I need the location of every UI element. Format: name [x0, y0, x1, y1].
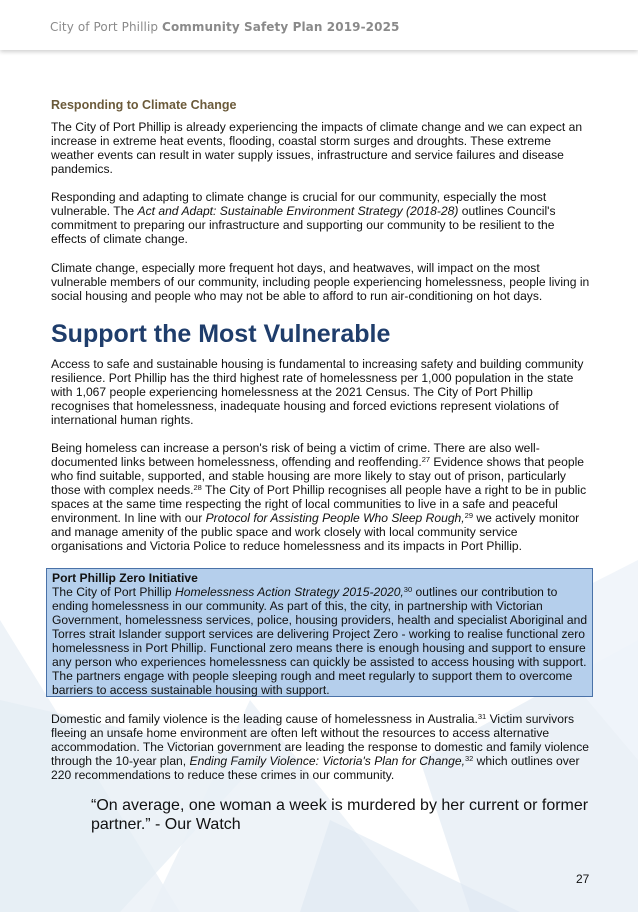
footnote-ref[interactable]: 29 — [464, 511, 473, 520]
climate-paragraph-1: The City of Port Phillip is already experiencing the impacts of climate change and we can expect an increase in extreme heat events, flooding, coastal storm surges and droughts. These extreme weather events can result in water supply issues, infrastructure and service failures and disease pandemics. — [51, 120, 583, 176]
header-title — [50, 20, 399, 34]
action-strategy-title: Homelessness Action Strategy 2015-2020, — [175, 585, 404, 599]
footnote-ref[interactable]: 27 — [421, 455, 431, 464]
page-header — [0, 0, 638, 50]
violence-paragraph: Domestic and family violence is the leading cause of homelessness in Australia.$^{31}$ Victim survivors fleeing an unsafe home environment are often left without the resources to access alternative accommodation. The Victorian government are leading the response to domestic and family violence through the 10-year plan, Ending Family Violence: Victoria's Plan for Change,$^{32}$ which outlines over 220 recommendations to reduce these crimes in our community. — [51, 712, 590, 782]
page-number: 27 — [576, 872, 590, 886]
vulnerable-paragraph-2: Being homeless can increase a person's risk of being a victim of crime. There are also well-documented links between homelessness, offending and reoffending.$^{27}$ Evidence shows that people who find suitable, supported, and stable housing are more likely to stay out of prison, particularly those with complex needs.$^{28}$ The City of Port Phillip recognises all people have a right to be in public spaces at the same time respecting the right of local communities to live in a safe and peaceful environment. In line with our Protocol for Assisting People Who Sleep Rough,$^{29}$ we actively monitor and manage amenity of the public space and work closely with local community service organisations and Victoria Police to reduce homelessness and its impacts in Port Phillip. — [51, 441, 587, 553]
pull-quote: “On average, one woman a week is murdered by her current or former partner.” - Our Watch — [91, 797, 589, 833]
header-doc-title: Community Safety Plan 2019-2025 — [162, 20, 400, 34]
footnote-ref[interactable]: 30 — [403, 585, 413, 594]
footnote-ref[interactable]: 32 — [464, 754, 474, 763]
protocol-title: Protocol for Assisting People Who Sleep Rough, — [205, 511, 465, 525]
callout-title: Port Phillip Zero Initiative — [52, 571, 198, 585]
plan-title: Ending Family Violence: Victoria's Plan for Change, — [189, 754, 465, 768]
footnote-ref[interactable]: 31 — [477, 712, 487, 721]
section-heading-climate: Responding to Climate Change — [51, 98, 237, 112]
climate-paragraph-2: Responding and adapting to climate change is crucial for our community, especially the most vulnerable. The Act and Adapt: Sustainable Environment Strategy (2018-28) outlines Council's commitment to preparing our infrastructure and supporting our community to be resilient to the effects of climate change. — [51, 190, 556, 246]
strategy-title: Act and Adapt: Sustainable Environment Strategy (2018-28) — [137, 204, 459, 218]
climate-paragraph-3: Climate change, especially more frequent hot days, and heatwaves, will impact on the most vulnerable members of our community, including people experiencing homelessness, people living in social housing and people who may not be able to afford to run air-conditioning on hot days. — [51, 261, 590, 303]
footnote-ref[interactable]: 28 — [193, 483, 202, 492]
callout-body: The City of Port Phillip Homelessness Action Strategy 2015-2020,30 outlines our contribution to ending homelessness in our community. As part of this, the city, in partnership with Victorian Government, homelessness services, police, housing providers, health and specialist Aboriginal and Torres strait Islander support services are delivering Project Zero - working to realise functional zero homelessness in Port Phillip. Functional zero means there is enough housing and support to ensure any person who experiences homelessness can quickly be assisted to access housing with support. The partners engage with people sleeping rough and meet regularly to support them to overcome barriers to access sustainable housing with support. — [52, 585, 588, 697]
vulnerable-paragraph-1: Access to safe and sustainable housing is fundamental to increasing safety and building community resilience. Port Phillip has the third highest rate of homelessness per 1,000 population in the state with 1,067 people experiencing homelessness at the 2021 Census. The City of Port Phillip recognises that homelessness, inadequate housing and forced evictions represent violations of international human rights. — [51, 357, 584, 427]
header-org: City of Port Phillip — [50, 20, 159, 34]
section-heading-vulnerable: Support the Most Vulnerable — [51, 320, 391, 348]
zero-initiative-callout — [46, 568, 593, 697]
